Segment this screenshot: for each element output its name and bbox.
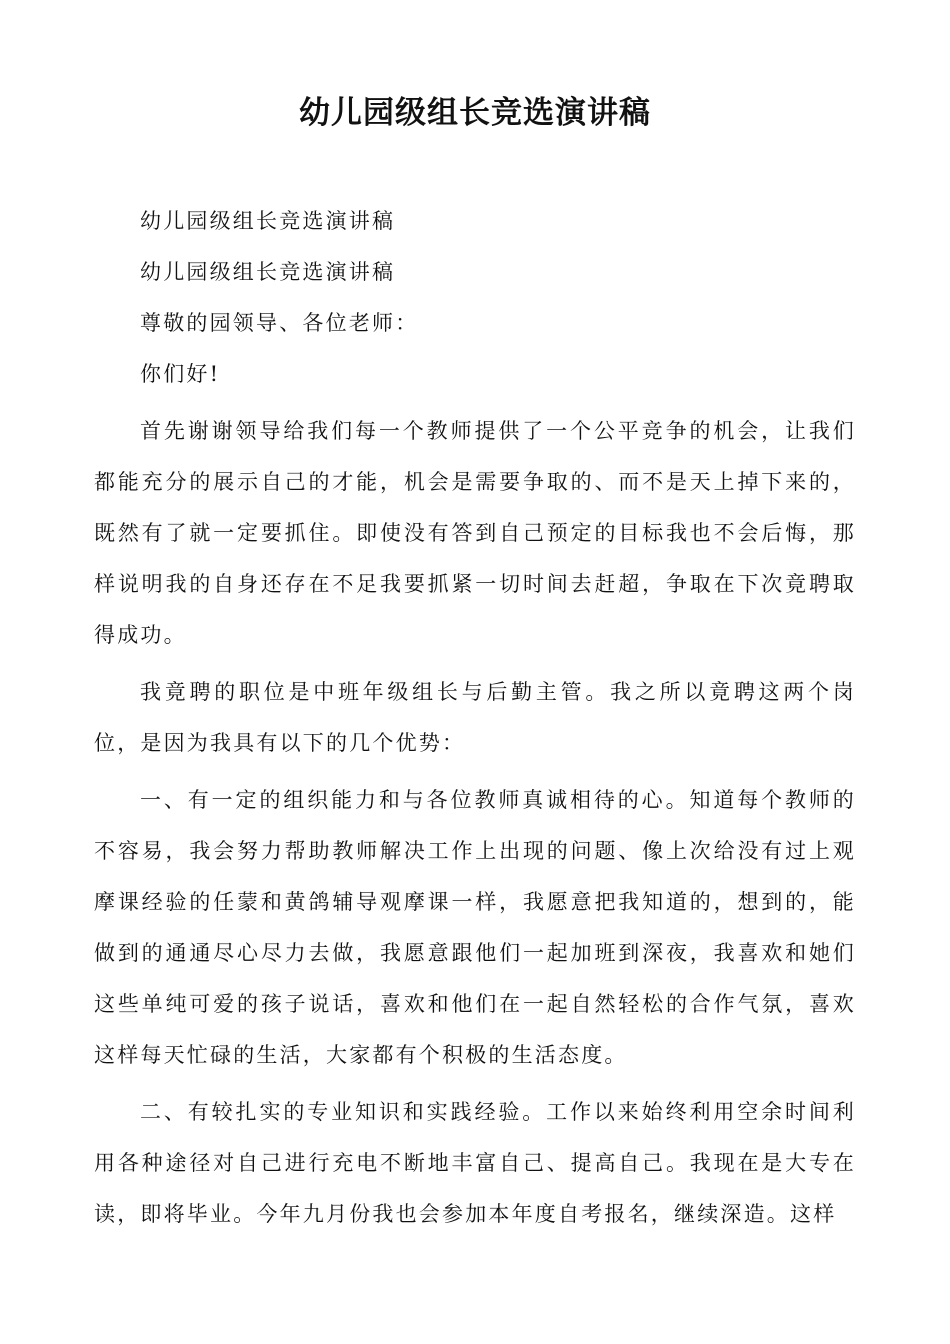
paragraph-advantage-2: 二、有较扎实的专业知识和实践经验。工作以来始终利用空余时间利用各种途径对自己进行充电不断地丰富自己、提高自己。我现在是大专在读，即将毕业。今年九月份我也会参加本年度自考报名，继续深造。这样 (94, 1100, 856, 1226)
document-title: 幼儿园级组长竞选演讲稿 (299, 95, 651, 131)
paragraph-heading-repeat-2: 幼儿园级组长竞选演讲稿 (140, 260, 396, 284)
paragraph-position: 我竟聘的职位是中班年级组长与后勤主管。我之所以竟聘这两个岗位，是因为我具有以下的几个优势： (94, 680, 856, 755)
document-body (94, 196, 856, 1240)
paragraph-heading-repeat-1: 幼儿园级组长竞选演讲稿 (140, 209, 396, 233)
paragraph-intro: 首先谢谢领导给我们每一个教师提供了一个公平竞争的机会，让我们都能充分的展示自己的才能，机会是需要争取的、而不是天上掉下来的，既然有了就一定要抓住。即使没有答到自己预定的目标我也不会后悔，那样说明我的自身还存在不足我要抓紧一切时间去赶超，争取在下次竟聘取得成功。 (94, 419, 856, 647)
paragraph-greeting: 你们好! (140, 362, 221, 386)
paragraph-salutation: 尊敬的园领导、各位老师： (140, 311, 419, 335)
paragraph-advantage-1: 一、有一定的组织能力和与各位教师真诚相待的心。知道每个教师的不容易，我会努力帮助教师解决工作上出现的问题、像上次给没有过上观摩课经验的任蒙和黄鸽辅导观摩课一样，我愿意把我知道的，想到的，能做到的通通尽心尽力去做，我愿意跟他们一起加班到深夜，我喜欢和她们这些单纯可爱的孩子说话，喜欢和他们在一起自然轻松的合作气氛，喜欢这样每天忙碌的生活，大家都有个积极的生活态度。 (94, 788, 856, 1067)
